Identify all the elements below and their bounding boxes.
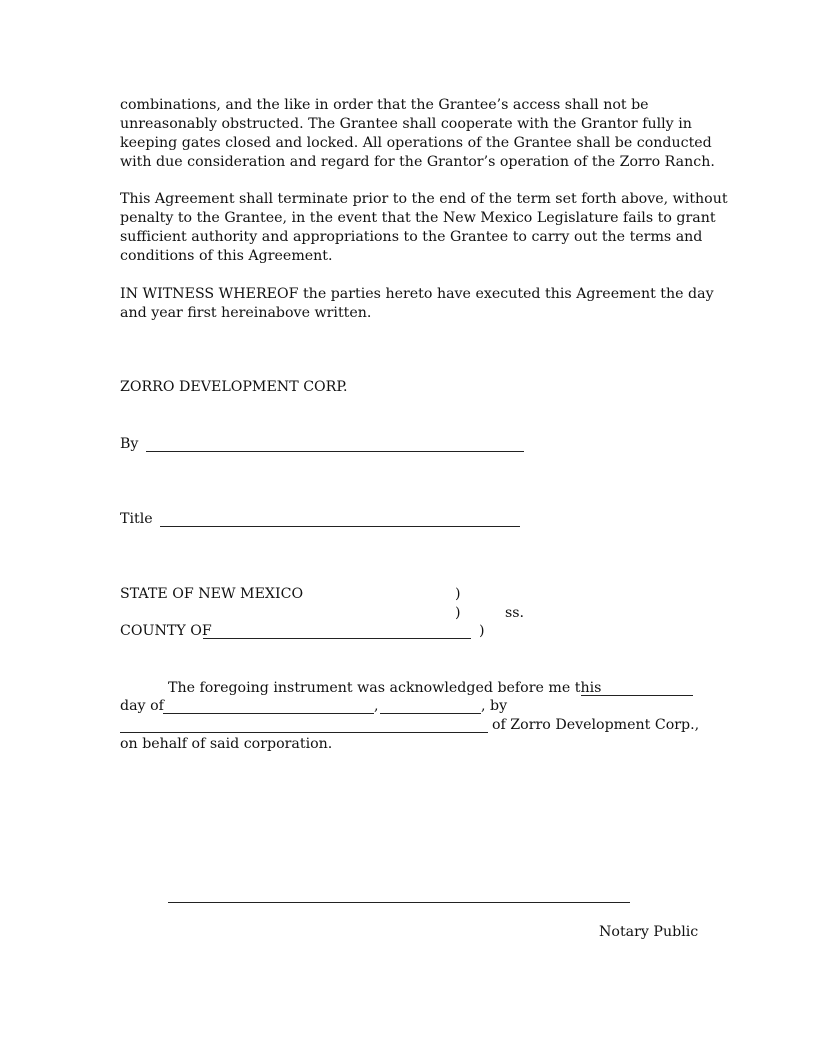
ss-label: ss. <box>505 605 525 621</box>
by-signature-line[interactable] <box>146 451 524 452</box>
paragraph-line: IN WITNESS WHEREOF the parties hereto have executed this Agreement the day <box>120 286 714 302</box>
paragraph-line: conditions of this Agreement. <box>120 248 333 264</box>
paragraph-line: with due consideration and regard for the Grantor’s operation of the Zorro Ranch. <box>120 154 715 170</box>
paragraph-line: sufficient authority and appropriations to the Grantee to carry out the terms and <box>120 229 703 245</box>
ack-last-line: on behalf of said corporation. <box>120 736 333 752</box>
paragraph-line: and year first hereinabove written. <box>120 305 372 321</box>
paragraph-line: combinations, and the like in order that the Grantee’s access shall not be <box>120 97 649 113</box>
ack-month-field-line[interactable] <box>163 713 374 714</box>
company-name: ZORRO DEVELOPMENT CORP. <box>120 379 348 395</box>
venue-paren: ) <box>455 586 461 602</box>
venue-paren: ) <box>479 623 485 639</box>
by-label: By <box>120 436 139 452</box>
notary-signature-line[interactable] <box>168 902 630 903</box>
ack-year-field-line[interactable] <box>380 713 481 714</box>
paragraph-line: unreasonably obstructed. The Grantee shall cooperate with the Grantor fully in <box>120 116 692 132</box>
notary-label: Notary Public <box>599 924 699 940</box>
venue-paren: ) <box>455 605 461 621</box>
ack-day-of: day of <box>120 698 164 714</box>
paragraph-line: This Agreement shall terminate prior to the end of the term set forth above, without <box>120 191 728 207</box>
state-label: STATE OF NEW MEXICO <box>120 586 304 602</box>
ack-comma: , <box>374 698 379 714</box>
title-label: Title <box>120 511 153 527</box>
county-field-line[interactable] <box>203 638 471 639</box>
title-signature-line[interactable] <box>160 526 520 527</box>
ack-by: , by <box>481 698 508 714</box>
ack-name-field-line[interactable] <box>120 732 488 733</box>
paragraph-line: keeping gates closed and locked. All operations of the Grantee shall be conducted <box>120 135 712 151</box>
ack-date-field-line[interactable] <box>581 695 693 696</box>
ack-line-1: The foregoing instrument was acknowledged before me this <box>168 680 602 696</box>
paragraph-line: penalty to the Grantee, in the event that the New Mexico Legislature fails to grant <box>120 210 716 226</box>
county-label: COUNTY OF <box>120 623 212 639</box>
ack-of-company: of Zorro Development Corp., <box>492 717 700 733</box>
